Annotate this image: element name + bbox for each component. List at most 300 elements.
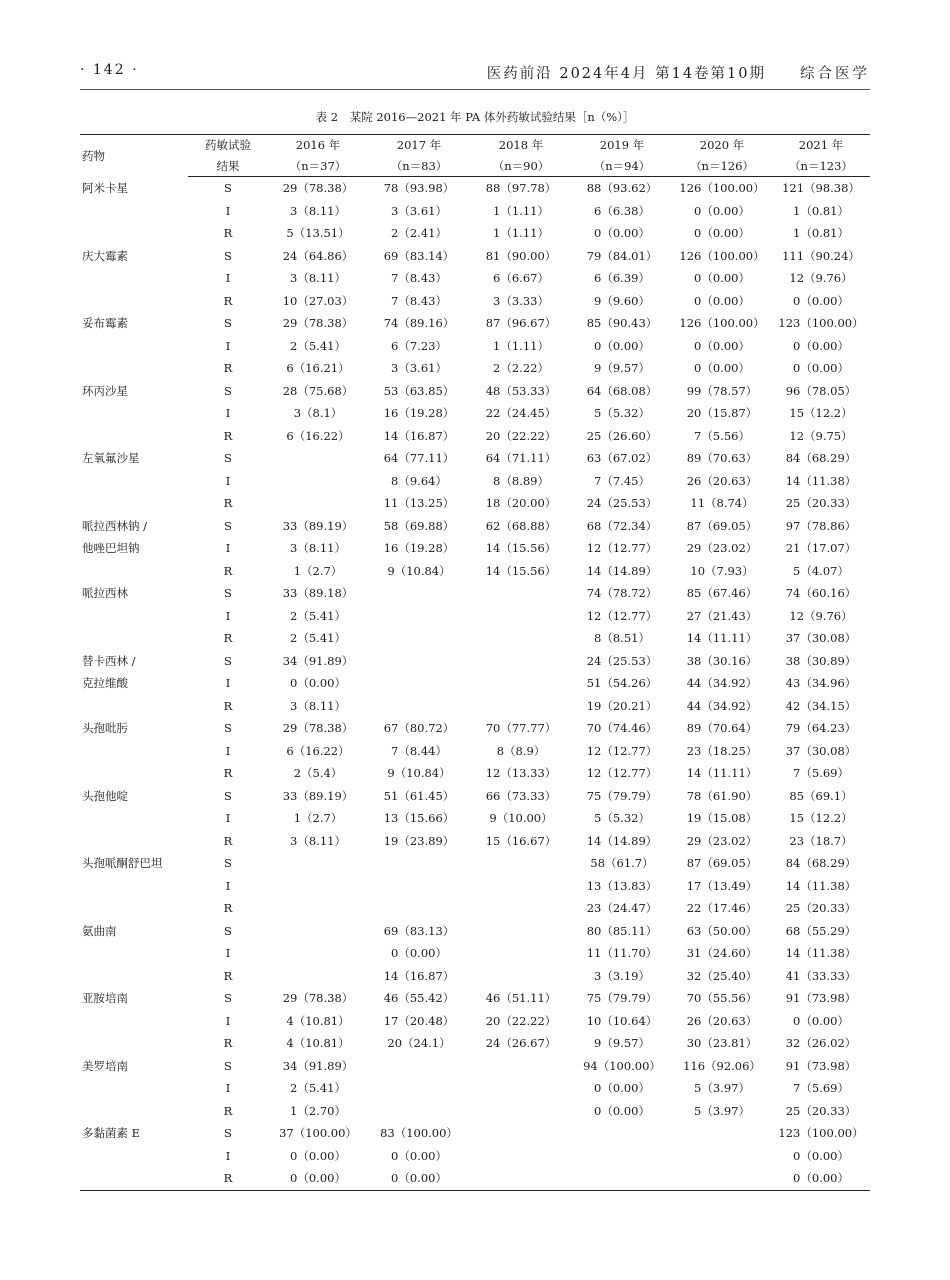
table-row [80, 627, 870, 650]
drug-name-cell [80, 492, 188, 515]
value-cell: 64（71.11） [485, 451, 557, 466]
value-cell: 14（15.56） [485, 563, 557, 578]
section-title: 综合医学 [800, 66, 870, 82]
result-code-cell: S [224, 316, 232, 331]
value-cell [470, 852, 572, 875]
value-cell: 2（2.41） [391, 226, 447, 241]
value-cell: 51（54.26） [586, 676, 658, 691]
table-container [80, 134, 870, 1191]
value-cell: 3（3.61） [391, 361, 447, 376]
table-row [80, 447, 870, 470]
value-cell [470, 897, 572, 920]
drug-name-cell: 妥布霉素 [82, 316, 128, 331]
value-cell: 29（23.02） [686, 541, 758, 556]
value-cell [368, 695, 470, 718]
value-cell: 14（15.56） [485, 541, 557, 556]
drug-name-cell [80, 1010, 188, 1033]
value-cell: 6（16.22） [286, 428, 350, 443]
value-cell [672, 1167, 772, 1190]
drug-name-cell: 左氧氟沙星 [82, 451, 140, 466]
value-cell: 85（90.43） [586, 316, 658, 331]
value-cell: 29（23.02） [686, 833, 758, 848]
value-cell: 8（9.64） [391, 473, 447, 488]
value-cell: 24（25.53） [586, 496, 658, 511]
value-cell [268, 897, 368, 920]
value-cell: 17（20.48） [383, 1013, 455, 1028]
result-code-cell: S [224, 991, 232, 1006]
value-cell: 97（78.86） [785, 518, 857, 533]
value-cell: 69（83.13） [383, 923, 455, 938]
result-code-cell: I [225, 1013, 231, 1028]
value-cell: 64（68.08） [586, 383, 658, 398]
value-cell: 12（12.77） [586, 608, 658, 623]
value-cell: 24（25.53） [586, 653, 658, 668]
value-cell: 123（100.00） [778, 316, 864, 331]
value-cell [368, 605, 470, 628]
value-cell: 68（55.29） [785, 923, 857, 938]
page-header [80, 62, 870, 86]
table-row [80, 1032, 870, 1055]
value-cell [470, 1055, 572, 1078]
table-row [80, 1077, 870, 1100]
table-row [80, 1100, 870, 1123]
value-cell: 8（8.51） [594, 631, 650, 646]
value-cell: 8（8.89） [493, 473, 549, 488]
value-cell [368, 852, 470, 875]
value-cell: 85（67.46） [686, 586, 758, 601]
value-cell: 1（0.81） [793, 226, 849, 241]
value-cell: 5（3.97） [694, 1103, 750, 1118]
value-cell: 11（11.70） [586, 946, 658, 961]
col-header-drug: 药物 [82, 148, 105, 163]
value-cell: 3（8.11） [290, 833, 346, 848]
table-row [80, 1010, 870, 1033]
result-code-cell: S [224, 1058, 232, 1073]
value-cell [470, 965, 572, 988]
value-cell: 0（0.00） [772, 1167, 870, 1190]
table-row [80, 920, 870, 943]
table-row [80, 245, 870, 268]
value-cell: 3（8.11） [290, 541, 346, 556]
value-cell: 96（78.05） [785, 383, 857, 398]
value-cell: 7（8.44） [391, 743, 447, 758]
value-cell [368, 1055, 470, 1078]
value-cell: 37（100.00） [279, 1126, 357, 1141]
drug-name-cell [80, 200, 188, 223]
col-header-n-2019: （n＝94） [572, 155, 672, 177]
value-cell: 12（12.77） [586, 766, 658, 781]
journal-title: 医药前沿 2024年4月 第14卷第10期 [486, 66, 766, 82]
table-row [80, 380, 870, 403]
table-row [80, 875, 870, 898]
value-cell: 29（78.38） [282, 181, 354, 196]
value-cell: 14（11.38） [785, 946, 857, 961]
value-cell: 70（55.56） [686, 991, 758, 1006]
col-header-year-2018: 2018 年 [498, 138, 544, 152]
result-code-cell: I [225, 406, 231, 421]
value-cell: 69（83.14） [383, 248, 455, 263]
drug-name-cell [80, 1100, 188, 1123]
col-header-year-2019: 2019 年 [599, 138, 645, 152]
value-cell: 1（2.70） [290, 1103, 346, 1118]
value-cell [572, 1122, 672, 1145]
value-cell: 9（9.57） [594, 1036, 650, 1051]
value-cell: 3（8.11） [290, 698, 346, 713]
value-cell: 2（2.22） [493, 361, 549, 376]
value-cell [470, 1077, 572, 1100]
value-cell [368, 897, 470, 920]
value-cell: 88（93.62） [586, 181, 658, 196]
col-header-result-line1: 药敏试验 [205, 138, 251, 152]
table-row [80, 267, 870, 290]
drug-name-cell [80, 807, 188, 830]
value-cell: 2（5.41） [290, 1081, 346, 1096]
result-code-cell: S [224, 248, 232, 263]
value-cell: 0（0.00） [268, 1167, 368, 1190]
table-caption [80, 109, 870, 125]
value-cell: 0（0.00） [694, 293, 750, 308]
value-cell [572, 1145, 672, 1168]
value-cell: 0（0.00） [594, 338, 650, 353]
value-cell: 94（100.00） [583, 1058, 661, 1073]
result-code-cell: R [223, 901, 233, 916]
value-cell: 37（30.08） [785, 743, 857, 758]
value-cell: 99（78.57） [686, 383, 758, 398]
drug-name-cell [80, 402, 188, 425]
value-cell: 64（77.11） [383, 451, 455, 466]
value-cell: 70（74.46） [586, 721, 658, 736]
table-row [80, 312, 870, 335]
value-cell: 78（61.90） [686, 788, 758, 803]
value-cell: 31（24.60） [686, 946, 758, 961]
value-cell: 6（7.23） [391, 338, 447, 353]
value-cell: 10（7.93） [690, 563, 754, 578]
drug-name-cell: 美罗培南 [82, 1058, 128, 1073]
value-cell: 78（93.98） [383, 181, 455, 196]
value-cell [470, 942, 572, 965]
value-cell: 7（7.45） [594, 473, 650, 488]
value-cell: 25（20.33） [785, 1103, 857, 1118]
table-row [80, 537, 870, 560]
col-header-n-2020: （n＝126） [672, 155, 772, 177]
result-code-cell: R [223, 698, 233, 713]
value-cell: 74（60.16） [785, 586, 857, 601]
value-cell: 2（5.41） [290, 631, 346, 646]
table-row [80, 425, 870, 448]
result-code-cell: R [223, 631, 233, 646]
value-cell [368, 582, 470, 605]
value-cell: 13（15.66） [383, 811, 455, 826]
table-row [80, 290, 870, 313]
table-row [80, 335, 870, 358]
value-cell: 15（16.67） [485, 833, 557, 848]
result-code-cell: S [224, 181, 232, 196]
table-row [80, 1122, 870, 1145]
value-cell: 37（30.08） [785, 631, 857, 646]
table-row [80, 402, 870, 425]
value-cell: 0（0.00） [793, 1013, 849, 1028]
value-cell: 17（13.49） [686, 878, 758, 893]
table-row [80, 582, 870, 605]
drug-name-cell: 氨曲南 [82, 923, 117, 938]
col-header-result-line2: 结果 [188, 155, 268, 177]
value-cell: 32（26.02） [785, 1036, 857, 1051]
page-number: · 142 · [80, 62, 139, 78]
value-cell: 25（26.60） [586, 428, 658, 443]
value-cell: 87（69.05） [686, 856, 758, 871]
value-cell: 91（73.98） [785, 1058, 857, 1073]
result-code-cell: S [224, 721, 232, 736]
value-cell: 20（22.22） [485, 428, 557, 443]
table-row [80, 605, 870, 628]
value-cell: 1（2.7） [293, 811, 343, 826]
table-row [80, 200, 870, 223]
value-cell: 75（79.79） [586, 991, 658, 1006]
col-header-n-2017: （n＝83） [368, 155, 470, 177]
value-cell: 9（10.84） [387, 766, 451, 781]
value-cell: 12（13.33） [485, 766, 557, 781]
drug-name-cell [80, 875, 188, 898]
drug-name-cell [80, 965, 188, 988]
value-cell: 2（5.4） [293, 766, 343, 781]
drug-name-cell [80, 627, 188, 650]
value-cell: 11（8.74） [690, 496, 754, 511]
value-cell [268, 875, 368, 898]
table-row [80, 740, 870, 763]
drug-name-cell: 哌拉西林 [82, 586, 128, 601]
header-rule [80, 89, 870, 90]
table-row [80, 1055, 870, 1078]
value-cell: 10（27.03） [282, 293, 354, 308]
result-code-cell: R [223, 563, 233, 578]
value-cell: 123（100.00） [778, 1126, 864, 1141]
value-cell: 87（69.05） [686, 518, 758, 533]
drug-name-cell [80, 695, 188, 718]
drug-name-cell: 他唑巴坦钠 [82, 541, 140, 556]
table-row [80, 695, 870, 718]
result-code-cell: R [223, 1036, 233, 1051]
value-cell: 79（64.23） [785, 721, 857, 736]
value-cell: 2（5.41） [290, 338, 346, 353]
value-cell: 111（90.24） [782, 248, 860, 263]
table-row [80, 942, 870, 965]
value-cell: 14（11.11） [686, 631, 758, 646]
drug-name-cell [80, 1032, 188, 1055]
table-row [80, 717, 870, 740]
value-cell: 7（5.69） [793, 766, 849, 781]
value-cell: 84（68.29） [785, 451, 857, 466]
col-header-n-2021: （n＝123） [772, 155, 870, 177]
value-cell: 19（20.21） [586, 698, 658, 713]
value-cell: 12（12.77） [586, 743, 658, 758]
result-code-cell: S [224, 518, 232, 533]
value-cell: 41（33.33） [785, 968, 857, 983]
table-row [80, 830, 870, 853]
value-cell: 0（0.00） [793, 338, 849, 353]
value-cell [368, 672, 470, 695]
value-cell: 8（8.9） [496, 743, 546, 758]
value-cell: 0（0.00） [594, 1103, 650, 1118]
value-cell: 19（23.89） [383, 833, 455, 848]
drug-name-cell [80, 560, 188, 583]
value-cell: 14（11.38） [785, 878, 857, 893]
value-cell: 4（10.81） [286, 1013, 350, 1028]
value-cell: 88（97.78） [485, 181, 557, 196]
value-cell: 24（26.67） [485, 1036, 557, 1051]
result-code-cell: S [224, 451, 232, 466]
value-cell: 0（0.00） [694, 271, 750, 286]
value-cell: 66（73.33） [485, 788, 557, 803]
value-cell: 34（91.89） [282, 1058, 354, 1073]
value-cell [470, 582, 572, 605]
value-cell [470, 605, 572, 628]
drug-name-cell: 头孢吡肟 [82, 721, 128, 736]
value-cell: 7（8.43） [391, 271, 447, 286]
table-row [80, 897, 870, 920]
table-label: 表 2 [315, 110, 339, 124]
value-cell [470, 695, 572, 718]
result-code-cell: S [224, 923, 232, 938]
value-cell: 26（20.63） [686, 473, 758, 488]
result-code-cell: S [224, 1126, 232, 1141]
value-cell: 22（17.46） [686, 901, 758, 916]
value-cell: 24（64.86） [282, 248, 354, 263]
value-cell: 27（21.43） [686, 608, 758, 623]
value-cell: 79（84.01） [586, 248, 658, 263]
value-cell: 58（61.7） [590, 856, 654, 871]
drug-name-cell [80, 470, 188, 493]
drug-name-cell: 替卡西林 / [82, 653, 136, 668]
result-code-cell: S [224, 856, 232, 871]
drug-name-cell [80, 1077, 188, 1100]
col-header-n-2018: （n＝90） [470, 155, 572, 177]
value-cell: 14（14.89） [586, 833, 658, 848]
table-row [80, 672, 870, 695]
value-cell: 81（90.00） [485, 248, 557, 263]
value-cell: 70（77.77） [485, 721, 557, 736]
table-row [80, 965, 870, 988]
table-row [80, 515, 870, 538]
drug-name-cell: 头孢他啶 [82, 788, 128, 803]
value-cell: 30（23.81） [686, 1036, 758, 1051]
result-code-cell: R [223, 428, 233, 443]
value-cell: 0（0.00） [694, 226, 750, 241]
value-cell: 4（10.81） [286, 1036, 350, 1051]
value-cell: 0（0.00） [694, 203, 750, 218]
table-row [80, 560, 870, 583]
value-cell [268, 942, 368, 965]
table-row [80, 987, 870, 1010]
value-cell: 14（16.87） [383, 428, 455, 443]
value-cell: 1（1.11） [493, 338, 549, 353]
value-cell: 0（0.00） [793, 293, 849, 308]
value-cell: 19（15.08） [686, 811, 758, 826]
value-cell [470, 1100, 572, 1123]
value-cell [470, 920, 572, 943]
value-cell: 16（19.28） [383, 541, 455, 556]
drug-name-cell [80, 290, 188, 313]
value-cell [470, 1167, 572, 1190]
susceptibility-table [80, 134, 870, 1191]
result-code-cell: I [225, 1081, 231, 1096]
value-cell: 46（55.42） [383, 991, 455, 1006]
value-cell [368, 1077, 470, 1100]
drug-name-cell: 克拉维酸 [82, 676, 128, 691]
drug-name-cell [80, 357, 188, 380]
value-cell: 51（61.45） [383, 788, 455, 803]
value-cell: 75（79.79） [586, 788, 658, 803]
value-cell [470, 1122, 572, 1145]
value-cell: 2（5.41） [290, 608, 346, 623]
value-cell: 0（0.00） [793, 361, 849, 376]
value-cell: 3（3.33） [493, 293, 549, 308]
value-cell: 6（16.22） [286, 743, 350, 758]
value-cell: 33（89.19） [282, 788, 354, 803]
table-row [80, 492, 870, 515]
table-body [80, 177, 870, 1191]
value-cell: 20（24.1） [387, 1036, 451, 1051]
value-cell: 25（20.33） [785, 496, 857, 511]
value-cell: 126（100.00） [679, 181, 765, 196]
drug-name-cell: 头孢哌酮舒巴坦 [82, 856, 163, 871]
table-row [80, 650, 870, 673]
table-row [80, 852, 870, 875]
value-cell: 121（98.38） [782, 181, 860, 196]
value-cell: 3（8.1） [293, 406, 343, 421]
value-cell: 83（100.00） [380, 1126, 458, 1141]
value-cell: 91（73.98） [785, 991, 857, 1006]
drug-name-cell [80, 605, 188, 628]
result-code-cell: R [223, 968, 233, 983]
value-cell: 48（53.33） [485, 383, 557, 398]
drug-name-cell [80, 1145, 188, 1168]
value-cell: 6（16.21） [286, 361, 350, 376]
value-cell: 38（30.89） [785, 653, 857, 668]
value-cell: 23（18.7） [789, 833, 853, 848]
drug-name-cell [80, 830, 188, 853]
result-code-cell: R [223, 833, 233, 848]
drug-name-cell: 亚胺培南 [82, 991, 128, 1006]
drug-name-cell: 庆大霉素 [82, 248, 128, 263]
result-code-cell: S [224, 653, 232, 668]
value-cell: 74（89.16） [383, 316, 455, 331]
value-cell: 10（10.64） [586, 1013, 658, 1028]
value-cell: 9（10.84） [387, 563, 451, 578]
value-cell: 0（0.00） [391, 1148, 447, 1163]
value-cell [470, 1145, 572, 1168]
value-cell: 15（12.2） [789, 406, 853, 421]
result-code-cell: I [225, 541, 231, 556]
value-cell [470, 875, 572, 898]
value-cell: 11（13.25） [383, 496, 455, 511]
value-cell: 5（5.32） [594, 811, 650, 826]
value-cell: 1（1.11） [493, 203, 549, 218]
table-title: 某院 2016—2021 年 PA 体外药敏试验结果［n（%）］ [349, 110, 635, 124]
value-cell: 12（9.76） [789, 608, 853, 623]
result-code-cell: I [225, 743, 231, 758]
value-cell: 23（24.47） [586, 901, 658, 916]
value-cell: 1（2.7） [293, 563, 343, 578]
value-cell: 74（78.72） [586, 586, 658, 601]
result-code-cell: R [223, 1103, 233, 1118]
value-cell: 1（1.11） [493, 226, 549, 241]
value-cell [268, 965, 368, 988]
value-cell: 6（6.67） [493, 271, 549, 286]
value-cell: 12（9.76） [789, 271, 853, 286]
drug-name-cell [80, 942, 188, 965]
value-cell: 16（19.28） [383, 406, 455, 421]
value-cell [672, 1145, 772, 1168]
